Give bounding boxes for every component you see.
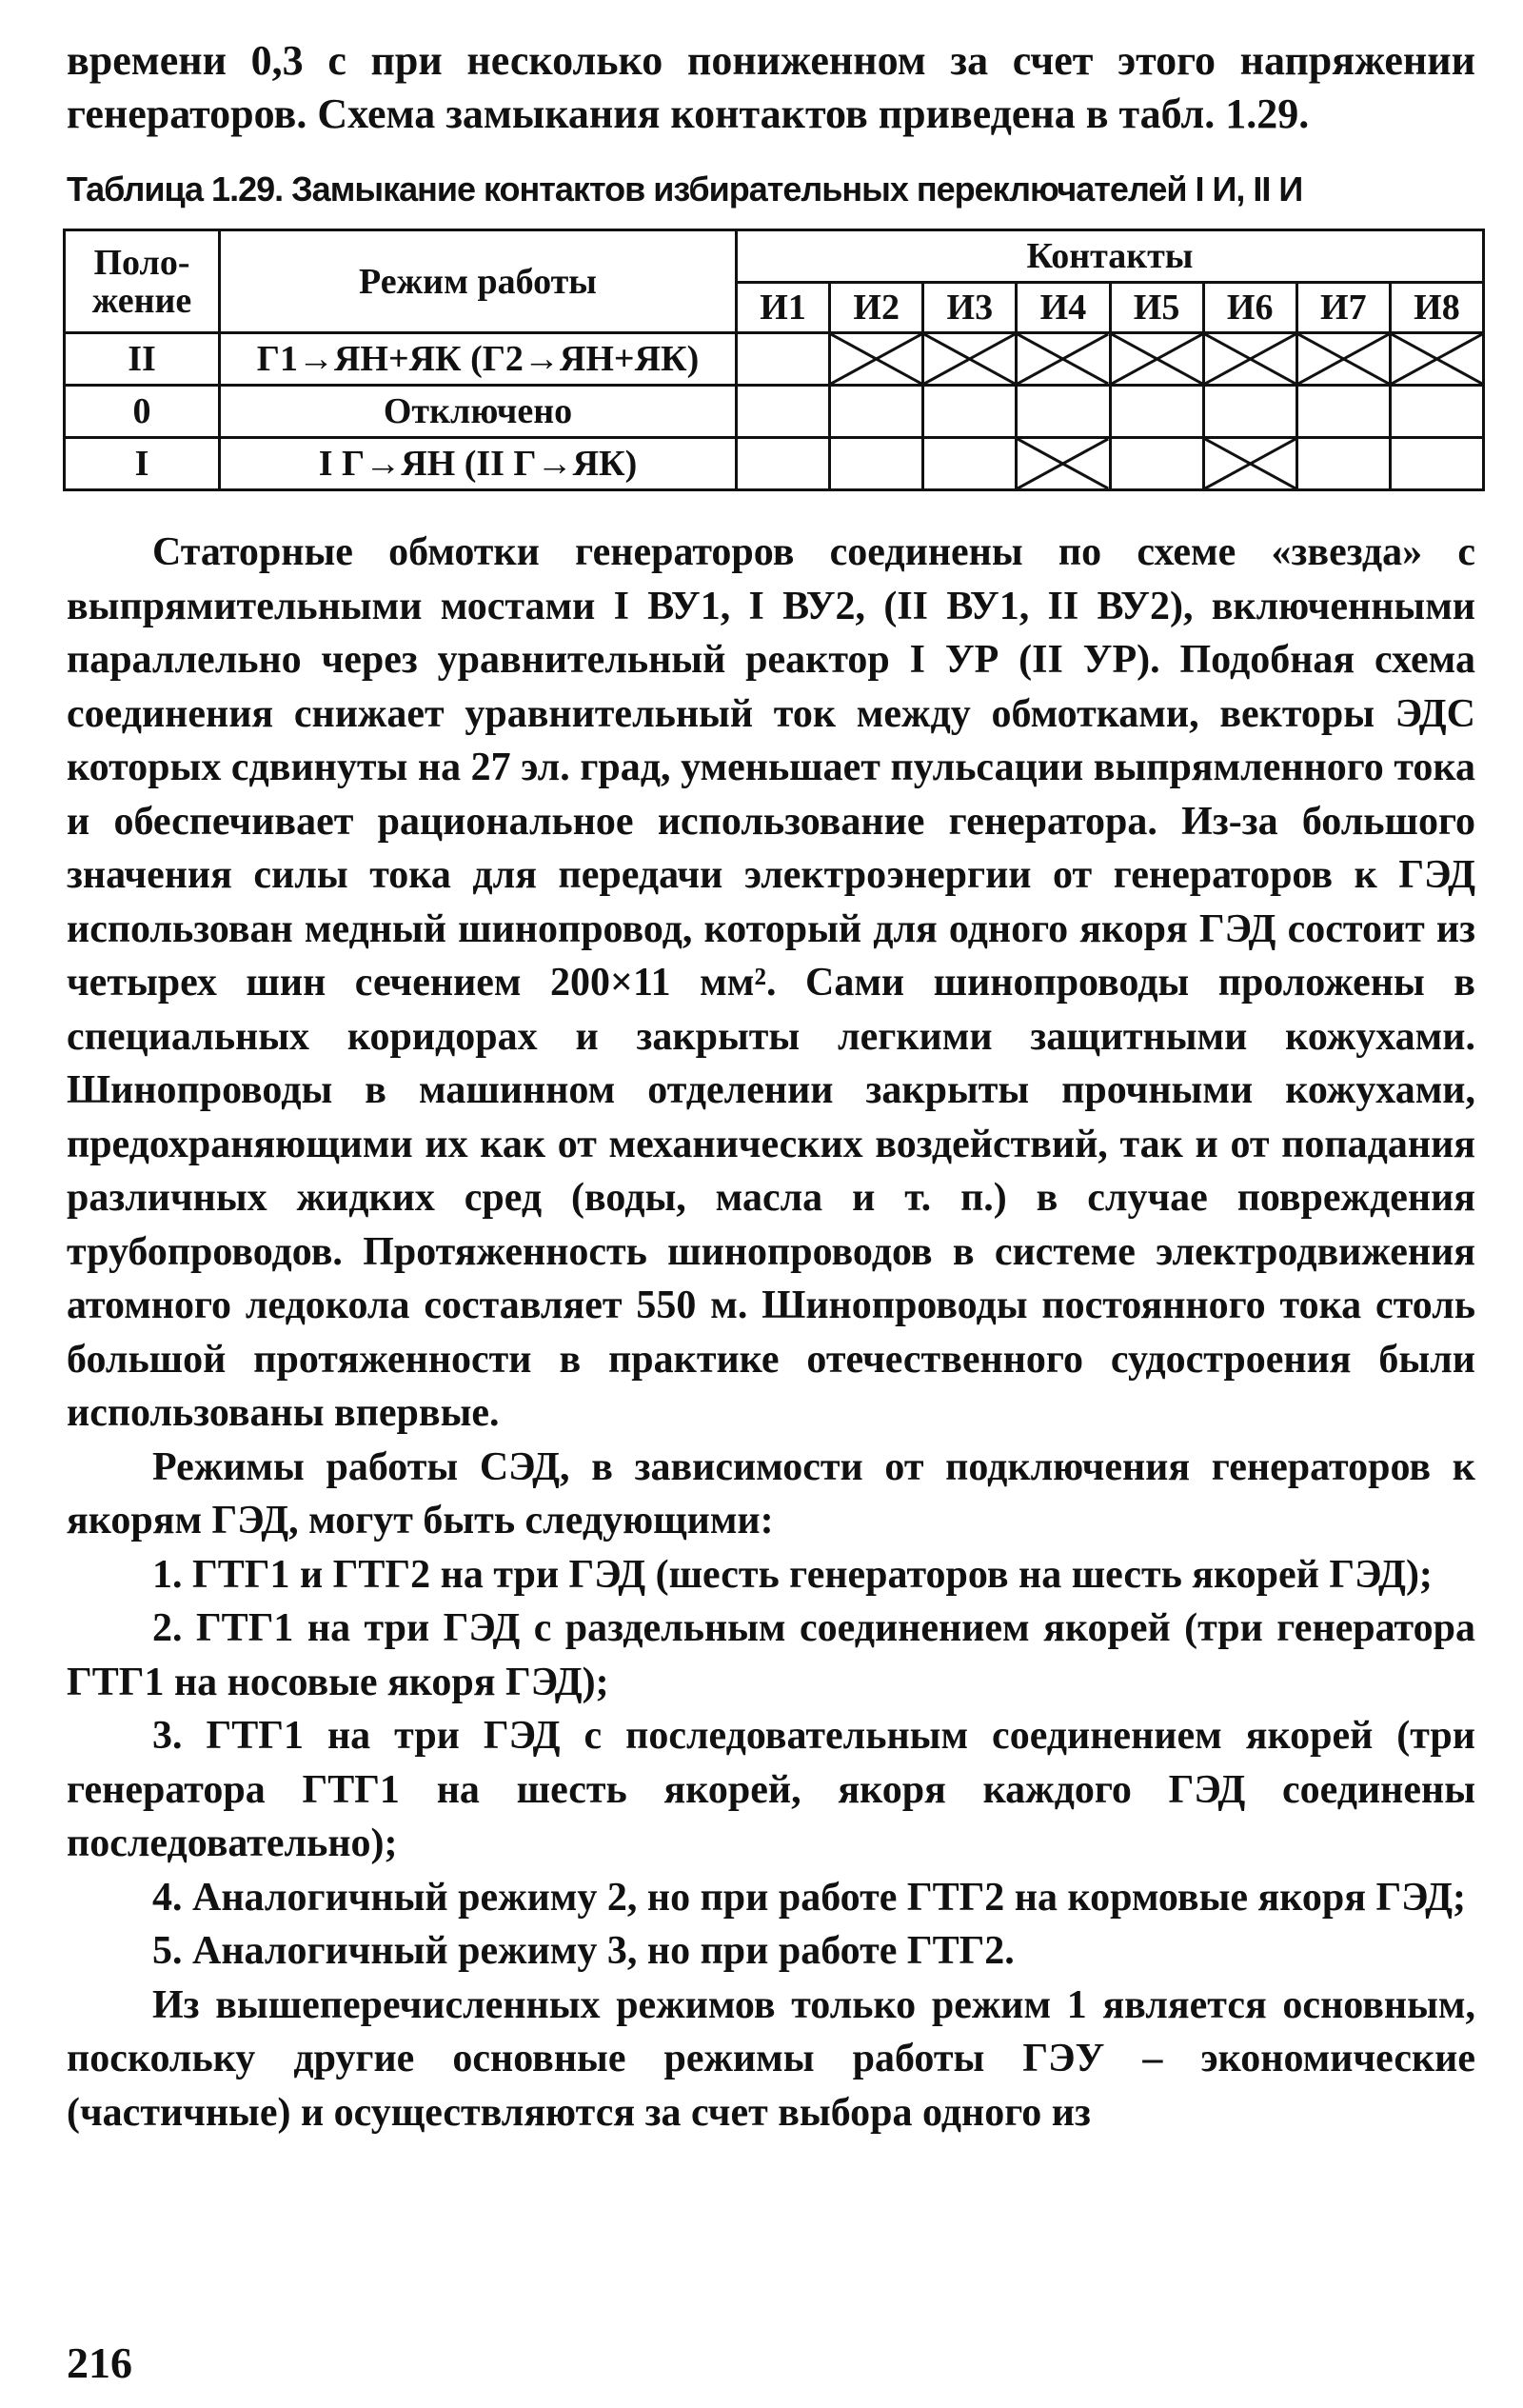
body-paragraph: 2. ГТГ1 на три ГЭД с раздельным соединением якорей (три генератора ГТГ1 на носовые якоря ГЭД); — [67, 1606, 1475, 1704]
header-contact-4: И4 — [1017, 283, 1110, 333]
contact-closed-mark — [1390, 333, 1483, 386]
contact-open-cell — [1017, 386, 1110, 438]
body-paragraph: Статорные обмотки генераторов соединены по схеме «звезда» с выпрямительными мостами I ВУ1, I ВУ2, (II ВУ1, II ВУ2), включенными параллельно через уравнительный реактор I УР (II УР). Подобная схема соединения снижает уравнительный ток между обмотками, векторы ЭДС которых сдвинуты на 27 эл. град, уменьшает пульсации выпрямленного тока и обеспечивает рациональное использование генератора. Из-за большого значения силы тока для передачи электроэнергии от генераторов к ГЭД использован медный шинопровод, который для одного якоря ГЭД состоит из четырех шин сечением 200×11 мм². Сами шинопроводы проложены в специальных коридорах и закрыты легкими защитными кожухами. Шинопроводы в машинном отделении закрыты прочными кожухами, предохраняющими их как от механических воздействий, так и от попадания различных жидких сред (воды, масла и т. п.) в случае повреждения трубопроводов. Протяженность шинопроводов в системе электродвижения атомного ледокола составляет 550 м. Шинопроводы постоянного тока столь большой протяженности в практике отечественного судостроения были использованы впервые. — [67, 530, 1475, 1435]
row-position: I — [65, 438, 220, 490]
row-position: II — [65, 333, 220, 386]
header-contacts: Контакты — [737, 230, 1484, 283]
contact-closed-mark — [1110, 333, 1203, 386]
contact-open-cell — [737, 333, 830, 386]
contact-open-cell — [1296, 386, 1390, 438]
table-row — [65, 438, 1484, 490]
table-caption: Таблица 1.29. Замыкание контактов избирательных переключателей I И, II И — [67, 169, 1303, 209]
row-position: 0 — [65, 386, 220, 438]
body-paragraph: Режимы работы СЭД, в зависимости от подключения генераторов к якорям ГЭД, могут быть следующими: — [67, 1444, 1475, 1542]
header-position: Поло-жение — [65, 230, 220, 333]
cross-mark-icon — [1018, 439, 1108, 488]
header-mode: Режим работы — [220, 230, 737, 333]
contact-open-cell — [830, 438, 923, 490]
body-paragraph: 3. ГТГ1 на три ГЭД с последовательным соединением якорей (три генератора ГТГ1 на шесть якорей, якоря каждого ГЭД соединены последовательно); — [67, 1714, 1475, 1865]
cross-mark-icon — [1112, 334, 1202, 384]
contact-open-cell — [923, 386, 1017, 438]
cross-mark-icon — [1205, 439, 1296, 488]
header-contact-8: И8 — [1390, 283, 1483, 333]
contact-open-cell — [737, 438, 830, 490]
contact-closed-mark — [1017, 333, 1110, 386]
header-contact-7: И7 — [1296, 283, 1390, 333]
contact-open-cell — [1203, 386, 1296, 438]
header-contact-3: И3 — [923, 283, 1017, 333]
header-contact-6: И6 — [1203, 283, 1296, 333]
contact-open-cell — [1390, 438, 1483, 490]
cross-mark-icon — [1298, 334, 1389, 384]
cross-mark-icon — [924, 334, 1015, 384]
contacts-table — [63, 229, 1485, 491]
body-paragraph: 4. Аналогичный режиму 2, но при работе ГТГ2 на кормовые якоря ГЭД; — [152, 1875, 1467, 1920]
contact-open-cell — [737, 386, 830, 438]
cross-mark-icon — [1205, 334, 1296, 384]
table-row — [65, 333, 1484, 386]
body-paragraph: Из вышеперечисленных режимов только режим 1 является основным, поскольку другие основные режимы работы ГЭУ – экономические (частичные) и осуществляются за счет выбора одного из — [67, 1982, 1475, 2135]
contact-open-cell — [1390, 386, 1483, 438]
contact-closed-mark — [1017, 438, 1110, 490]
contact-open-cell — [1296, 438, 1390, 490]
row-mode: Отключено — [220, 386, 737, 438]
cross-mark-icon — [1392, 334, 1482, 384]
cross-mark-icon — [831, 334, 921, 384]
body-text — [67, 526, 1475, 2139]
contact-closed-mark — [923, 333, 1017, 386]
header-contact-2: И2 — [830, 283, 923, 333]
cross-mark-icon — [1018, 334, 1108, 384]
contact-open-cell — [1110, 438, 1203, 490]
header-contact-1: И1 — [737, 283, 830, 333]
contact-open-cell — [1110, 386, 1203, 438]
contact-open-cell — [923, 438, 1017, 490]
contact-closed-mark — [1203, 333, 1296, 386]
contact-closed-mark — [1203, 438, 1296, 490]
body-paragraph: 1. ГТГ1 и ГТГ2 на три ГЭД (шесть генераторов на шесть якорей ГЭД); — [152, 1552, 1433, 1597]
table-row — [65, 386, 1484, 438]
body-paragraph: 5. Аналогичный режиму 3, но при работе ГТГ2. — [152, 1929, 1015, 1973]
intro-paragraph — [67, 34, 1475, 141]
page-number: 216 — [67, 2338, 132, 2387]
intro-text: времени 0,3 с при несколько пониженном за счет этого напряжении генераторов. Схема замыкания контактов приведена в табл. 1.29. — [67, 37, 1475, 137]
contact-closed-mark — [1296, 333, 1390, 386]
row-mode: Г1→ЯН+ЯК (Г2→ЯН+ЯК) — [220, 333, 737, 386]
row-mode: I Г→ЯН (II Г→ЯК) — [220, 438, 737, 490]
contact-open-cell — [830, 386, 923, 438]
header-contact-5: И5 — [1110, 283, 1203, 333]
contact-closed-mark — [830, 333, 923, 386]
